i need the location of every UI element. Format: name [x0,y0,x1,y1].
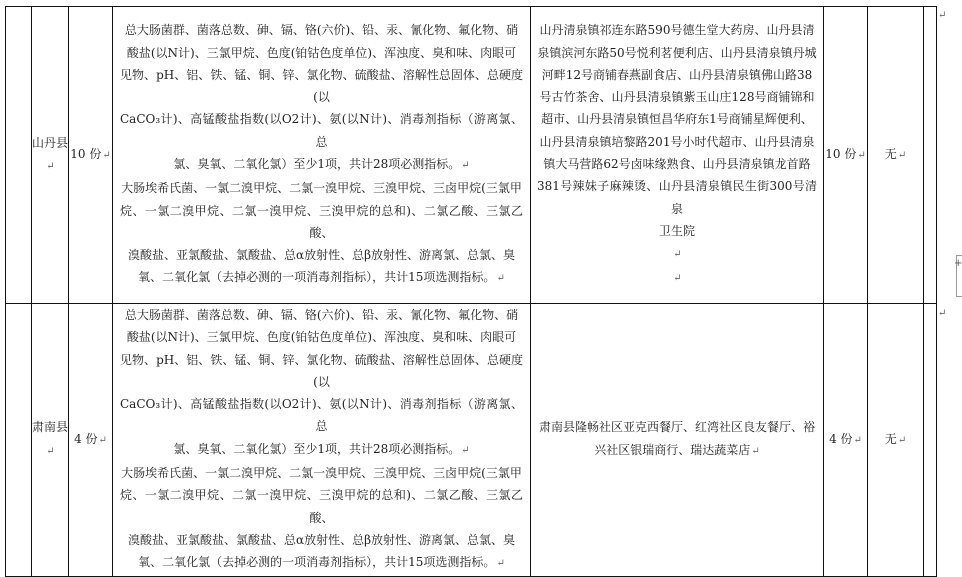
count-cell [69,304,113,577]
empty-paragraph [537,266,817,290]
county-cell [32,7,69,304]
paragraph-mark-icon: ↵ [46,445,55,457]
text-line [537,439,817,463]
result-text: 无 [884,431,897,446]
paragraph-mark-icon: ↵ [897,434,907,446]
table-row [6,7,937,304]
county-name: 山丹县 [32,135,69,150]
address-cell [531,304,824,577]
extra-cell [924,7,937,304]
paragraph-mark-icon: ↵ [461,444,470,456]
text-line-content: 氧、二氧化氯（去掉必测的一项消毒剂指标），共计15项选测指标。 [138,270,496,285]
paragraph-mark-icon: ↵ [673,249,682,261]
text-line: 超市、山丹县清泉镇恒昌华府东1号商铺星辉便利、 [541,112,813,127]
paragraph-mark-icon: ↵ [98,434,107,446]
row-end-mark-icon: ↵ [938,308,947,319]
text-line: 见物、pH、铝、铁、锰、铜、锌、氯化物、硫酸盐、溶解性总固体、总硬度(以 [120,352,523,389]
table-row [6,304,937,577]
test-items-cell [113,7,531,304]
paragraph-mark-icon: ↵ [853,434,862,446]
text-line: 大肠埃希氏菌、一氯二溴甲烷、二氯一溴甲烷、三溴甲烷、三卤甲烷(三氯甲 [121,466,522,481]
paragraph-mark-icon: ↵ [673,273,682,285]
paragraph-mark-icon: ↵ [496,273,505,285]
text-line: 总大肠菌群、菌落总数、砷、镉、铬(六价)、铅、汞、氰化物、氟化物、硝 [124,23,519,38]
text-line [120,153,523,177]
sample-count: 10 份 [70,146,102,161]
text-line: 河畔12号商铺春燕副食店、山丹县清泉镇佛山路38 [541,67,813,82]
text-line: 号古竹茶舍、山丹县清泉镇紫玉山庄128号商铺锦和 [539,90,815,105]
test-items-text [113,19,530,291]
test-items-text [113,304,530,576]
empty-paragraph [537,242,817,266]
text-line: 酸盐(以N计)、三氯甲烷、色度(铂钴色度单位)、浑浊度、臭和味、肉眼可 [126,45,517,60]
text-line [120,266,523,290]
text-line: 卫生院 [658,223,695,238]
test-items-cell [113,304,531,577]
text-line-content: 氧、二氧化氯（去掉必测的一项消毒剂指标），共计15项选测指标。 [138,555,496,570]
sample-count: 4 份 [74,431,98,446]
row-end-mark-icon: ↵ [938,10,947,21]
sampled-count-cell [824,304,868,577]
text-line: 见物、pH、铝、铁、锰、铜、锌、氯化物、硫酸盐、溶解性总固体、总硬度(以 [120,67,523,105]
sampling-locations [531,19,823,291]
paragraph-mark-icon: ↵ [751,445,760,457]
text-line: 镇大马营路62号卤味缘熟食、山丹县清泉镇龙首路 [543,157,811,171]
index-cell [6,304,32,577]
text-line [120,551,523,575]
paragraph-mark-icon: ↵ [857,149,866,161]
result-text: 无 [884,146,897,161]
sampling-locations [531,416,823,463]
text-line: 总大肠菌群、菌落总数、砷、镉、铬(六价)、铅、汞、氰化物、氟化物、硝 [124,308,519,322]
text-line: 山丹县清泉镇培黎路201号小时代超市、山丹县清泉 [539,134,815,149]
text-line: 烷、一氯二溴甲烷、二氯一溴甲烷、三溴甲烷的总和)、二氯乙酸、三氯乙酸、 [120,203,523,240]
paragraph-mark-icon: ↵ [46,161,55,172]
county-name: 肃南县 [32,420,69,435]
paragraph-mark-icon: ↵ [897,149,907,161]
count-cell [69,7,113,304]
address-cell [531,7,824,304]
index-cell [6,7,32,304]
paragraph-mark-icon: ↵ [461,160,470,171]
text-line-content: 氯、臭氧、二氧化氯）至少1项，共计28项必测指标。 [173,157,461,171]
sampled-count: 4 份 [829,431,853,446]
paragraph-mark-icon: ↵ [496,558,505,570]
text-line: 泉镇滨河东路50号悦利茗便利店、山丹县清泉镇丹城 [537,45,817,60]
result-cell [868,7,924,304]
paragraph-mark-icon: ↵ [102,149,111,161]
result-cell [868,304,924,577]
sampled-count: 10 份 [825,146,857,161]
sampled-count-cell [824,7,868,304]
county-cell [32,304,69,577]
text-line-content: 兴社区银瑞商行、瑞达蔬菜店 [594,442,751,457]
text-line: 溴酸盐、亚氯酸盐、氯酸盐、总α放射性、总β放射性、游离氯、总氯、臭 [127,532,516,547]
text-line: 溴酸盐、亚氯酸盐、氯酸盐、总α放射性、总β放射性、游离氯、总氯、臭 [127,248,516,263]
text-line: CaCO₃计)、高锰酸盐指数(以O2计)、氨(以N计)、消毒剂指标（游离氯、总 [120,112,523,149]
plus-icon[interactable]: + [954,258,962,269]
sampling-table [5,6,937,577]
text-line [120,438,523,462]
text-line: 381号辣妹子麻辣烫、山丹县清泉镇民生街300号清泉 [537,179,817,216]
text-line-content: 氯、臭氧、二氧化氯）至少1项，共计28项必测指标。 [173,441,461,456]
text-line: 烷、一氯二溴甲烷、二氯一溴甲烷、三溴甲烷的总和)、二氯乙酸、三氯乙酸、 [120,488,523,525]
text-line: CaCO₃计)、高锰酸盐指数(以O2计)、氨(以N计)、消毒剂指标（游离氯、总 [120,397,523,434]
text-line: 肃南县隆畅社区亚克西餐厅、红湾社区良友餐厅、裕 [538,420,815,435]
extra-cell [924,304,937,577]
text-line: 酸盐(以N计)、三氯甲烷、色度(铂钴色度单位)、浑浊度、臭和味、肉眼可 [126,330,517,345]
text-line: 大肠埃希氏菌、一氯二溴甲烷、二氯一溴甲烷、三溴甲烷、三卤甲烷(三氯甲 [121,181,522,196]
text-line: 山丹清泉镇祁连东路590号德生堂大药房、山丹县清 [539,23,815,38]
